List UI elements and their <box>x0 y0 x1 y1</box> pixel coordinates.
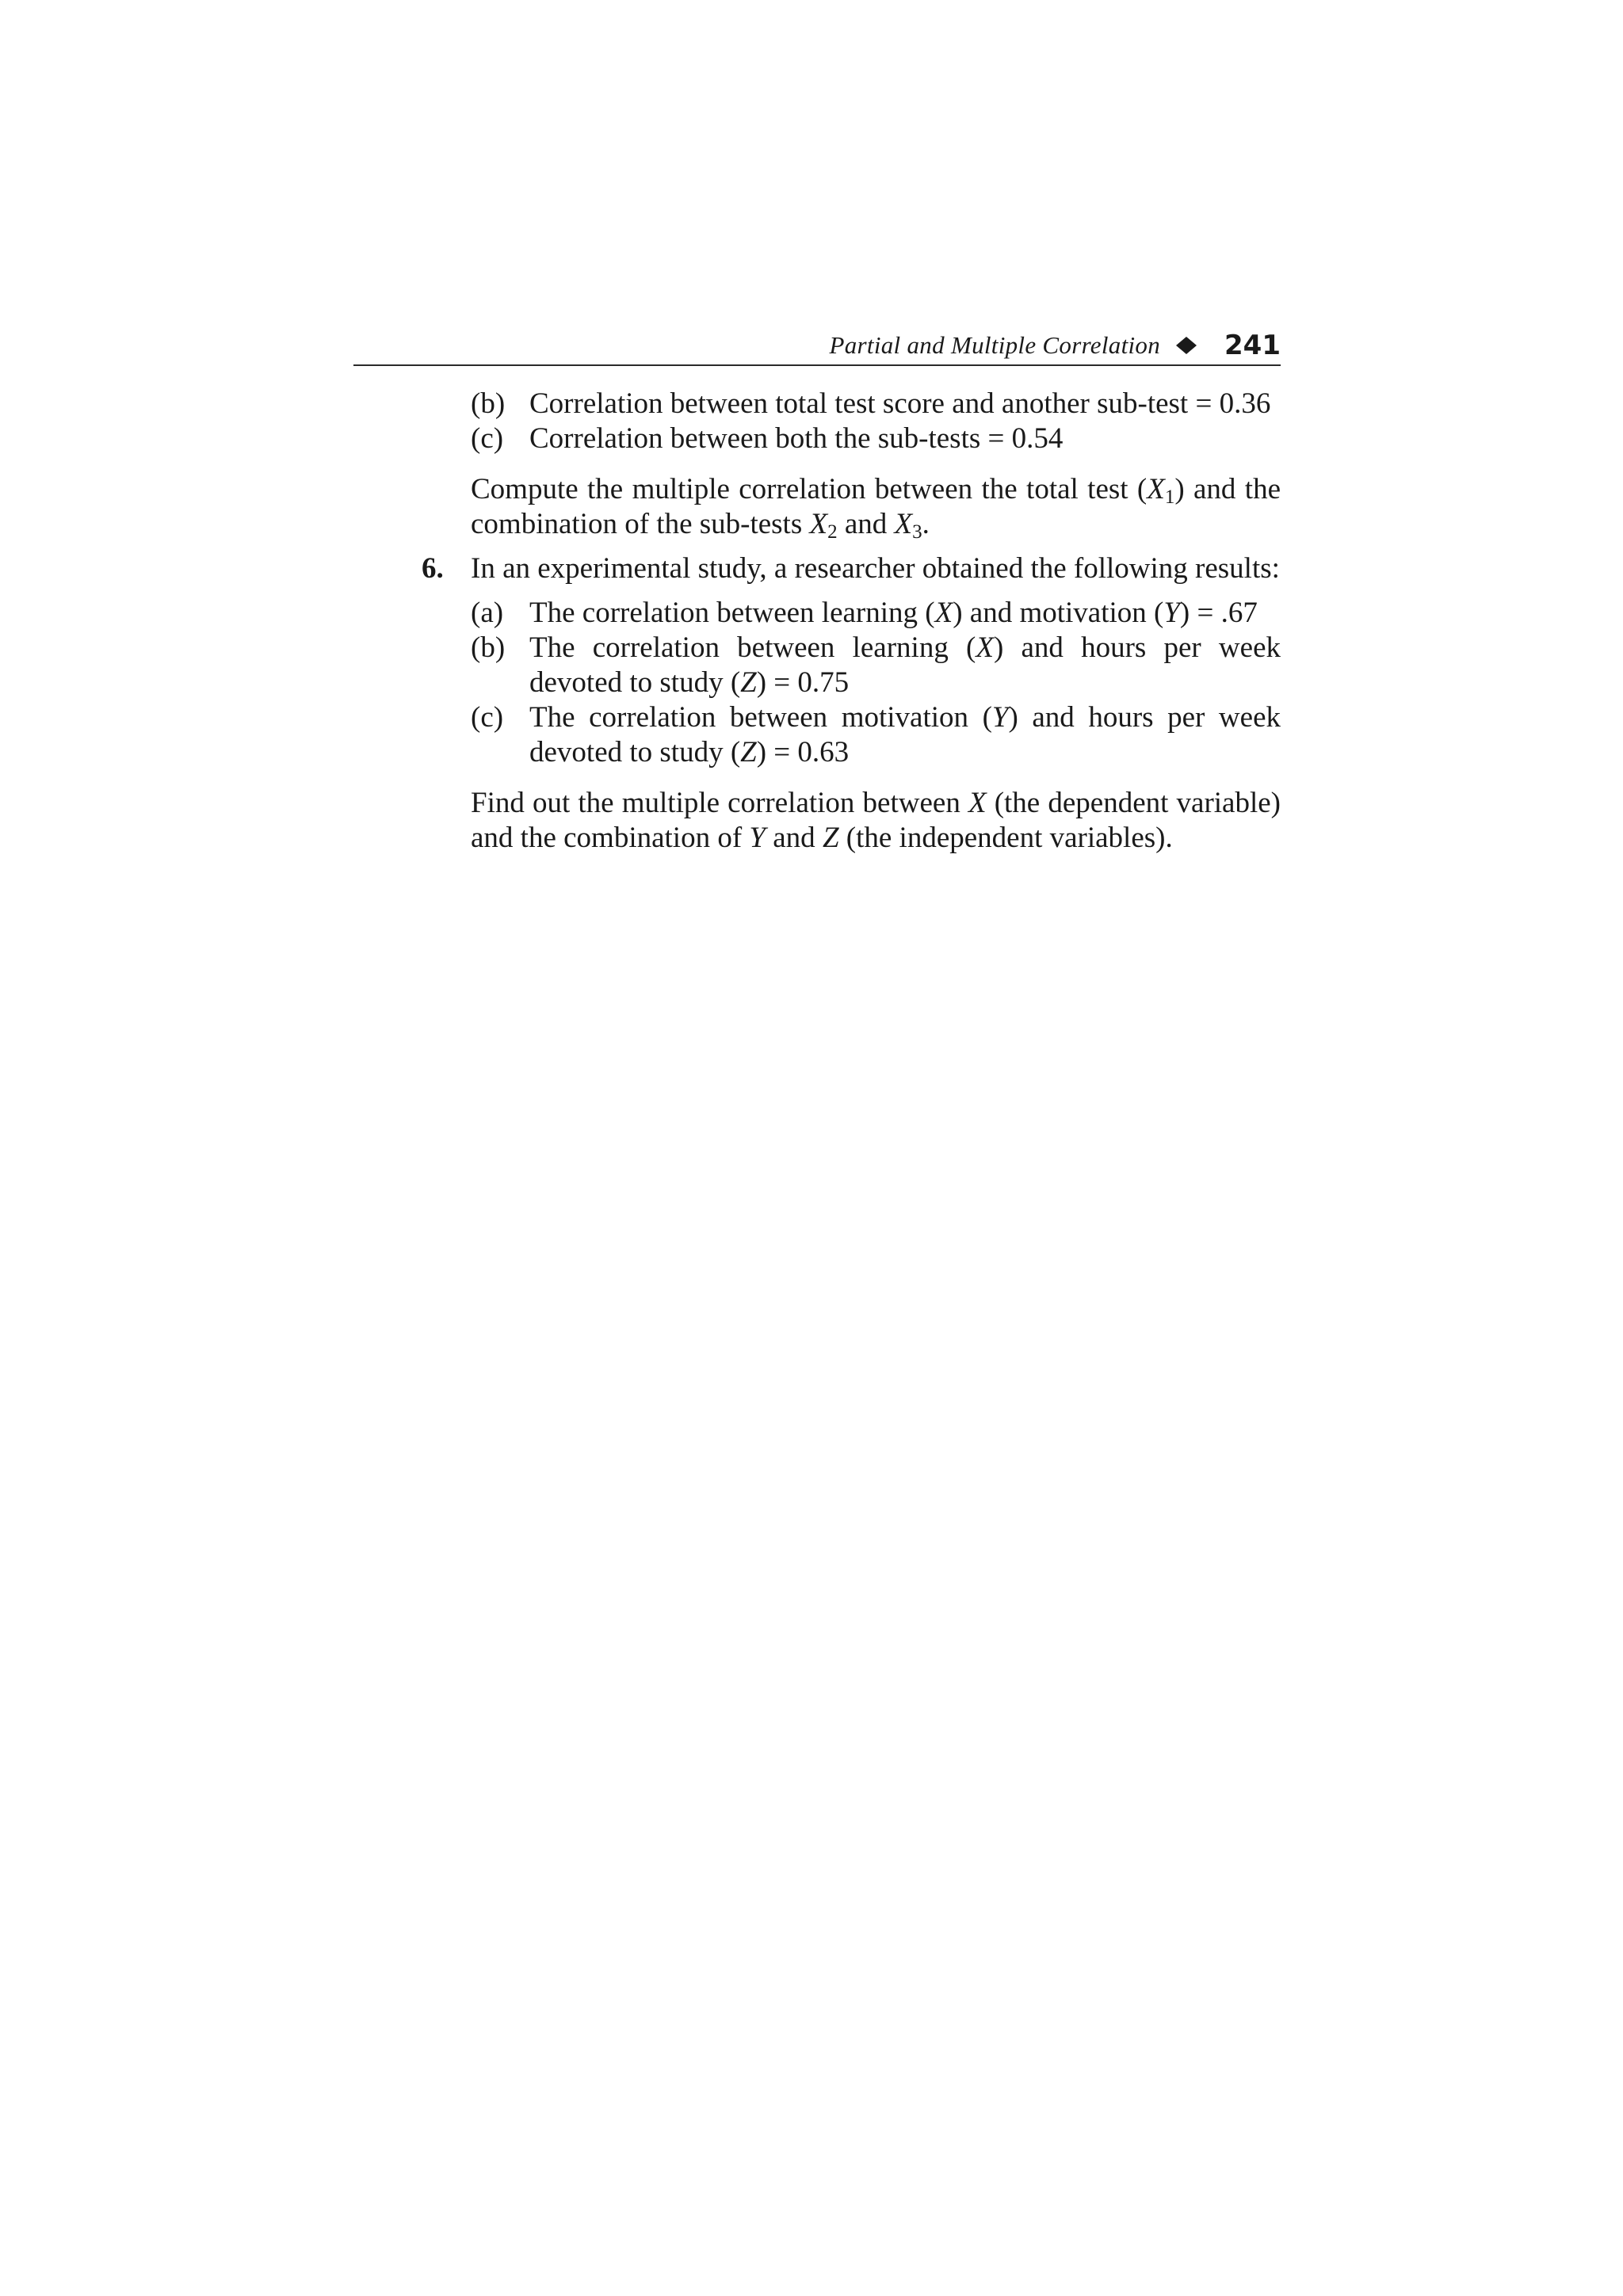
text-run: Compute the multiple correlation between the total test ( <box>471 473 1148 505</box>
item-label: (b) <box>471 387 506 420</box>
item-label: (b) <box>471 631 506 664</box>
q6-instruction <box>471 786 1281 856</box>
subscript: 2 <box>827 521 838 543</box>
variable: Z <box>822 822 839 854</box>
variable: X <box>1147 473 1165 505</box>
variable: X <box>809 508 828 540</box>
q6-item-b <box>471 631 1281 700</box>
variable: Y <box>991 701 1009 734</box>
variable: Y <box>1163 597 1180 629</box>
item-label: (c) <box>471 701 504 734</box>
text-run: ) and hours per week devoted to study ( <box>529 631 1281 699</box>
subscript: 1 <box>1164 486 1175 508</box>
diamond-icon <box>1176 337 1197 354</box>
q5-instruction <box>471 472 1281 542</box>
question-6 <box>422 551 1281 856</box>
item-text: Correlation between both the sub-tests = 0.54 <box>529 422 1064 455</box>
variable: Z <box>740 666 757 699</box>
text-run: (the independent variables). <box>838 822 1173 854</box>
q6-item-a <box>471 596 1281 631</box>
text-run: The correlation between motivation ( <box>529 701 992 734</box>
text-run: and <box>837 508 895 540</box>
q5-item-b <box>471 387 1281 421</box>
q6-item-c <box>471 700 1281 770</box>
text-run: . <box>922 508 930 540</box>
page-header <box>353 325 1281 366</box>
text-run: ) = 0.75 <box>756 666 850 699</box>
page-number: 241 <box>1224 330 1281 361</box>
variable: Z <box>740 736 757 769</box>
item-label: (c) <box>471 422 504 455</box>
text-run: ) = .67 <box>1179 597 1258 629</box>
running-head: Partial and Multiple Correlation <box>829 331 1160 359</box>
text-run: (the dependent variable) and the combination of <box>471 787 1281 854</box>
variable: X <box>968 787 987 819</box>
text-run: and <box>766 822 823 854</box>
q5-item-c <box>471 421 1281 456</box>
text-run: ) and the combination of the sub-tests <box>471 473 1281 540</box>
text-run: ) and hours per week devoted to study ( <box>529 701 1281 769</box>
text-run: ) = 0.63 <box>756 736 850 769</box>
item-label: (a) <box>471 597 504 629</box>
subscript: 3 <box>912 521 922 543</box>
question-number: 6. <box>422 552 444 585</box>
text-run: ) and motivation ( <box>953 597 1164 629</box>
variable: Y <box>749 822 766 854</box>
variable: X <box>934 597 953 629</box>
item-text: Correlation between total test score and another sub-test = 0.36 <box>529 387 1271 420</box>
q6-intro: In an experimental study, a researcher obtained the following results: <box>471 552 1280 585</box>
page-body <box>422 387 1281 856</box>
variable: X <box>894 508 913 540</box>
variable: X <box>976 631 994 664</box>
text-run: Find out the multiple correlation between <box>471 787 968 819</box>
text-run: The correlation between learning ( <box>529 597 935 629</box>
text-run: The correlation between learning ( <box>529 631 976 664</box>
